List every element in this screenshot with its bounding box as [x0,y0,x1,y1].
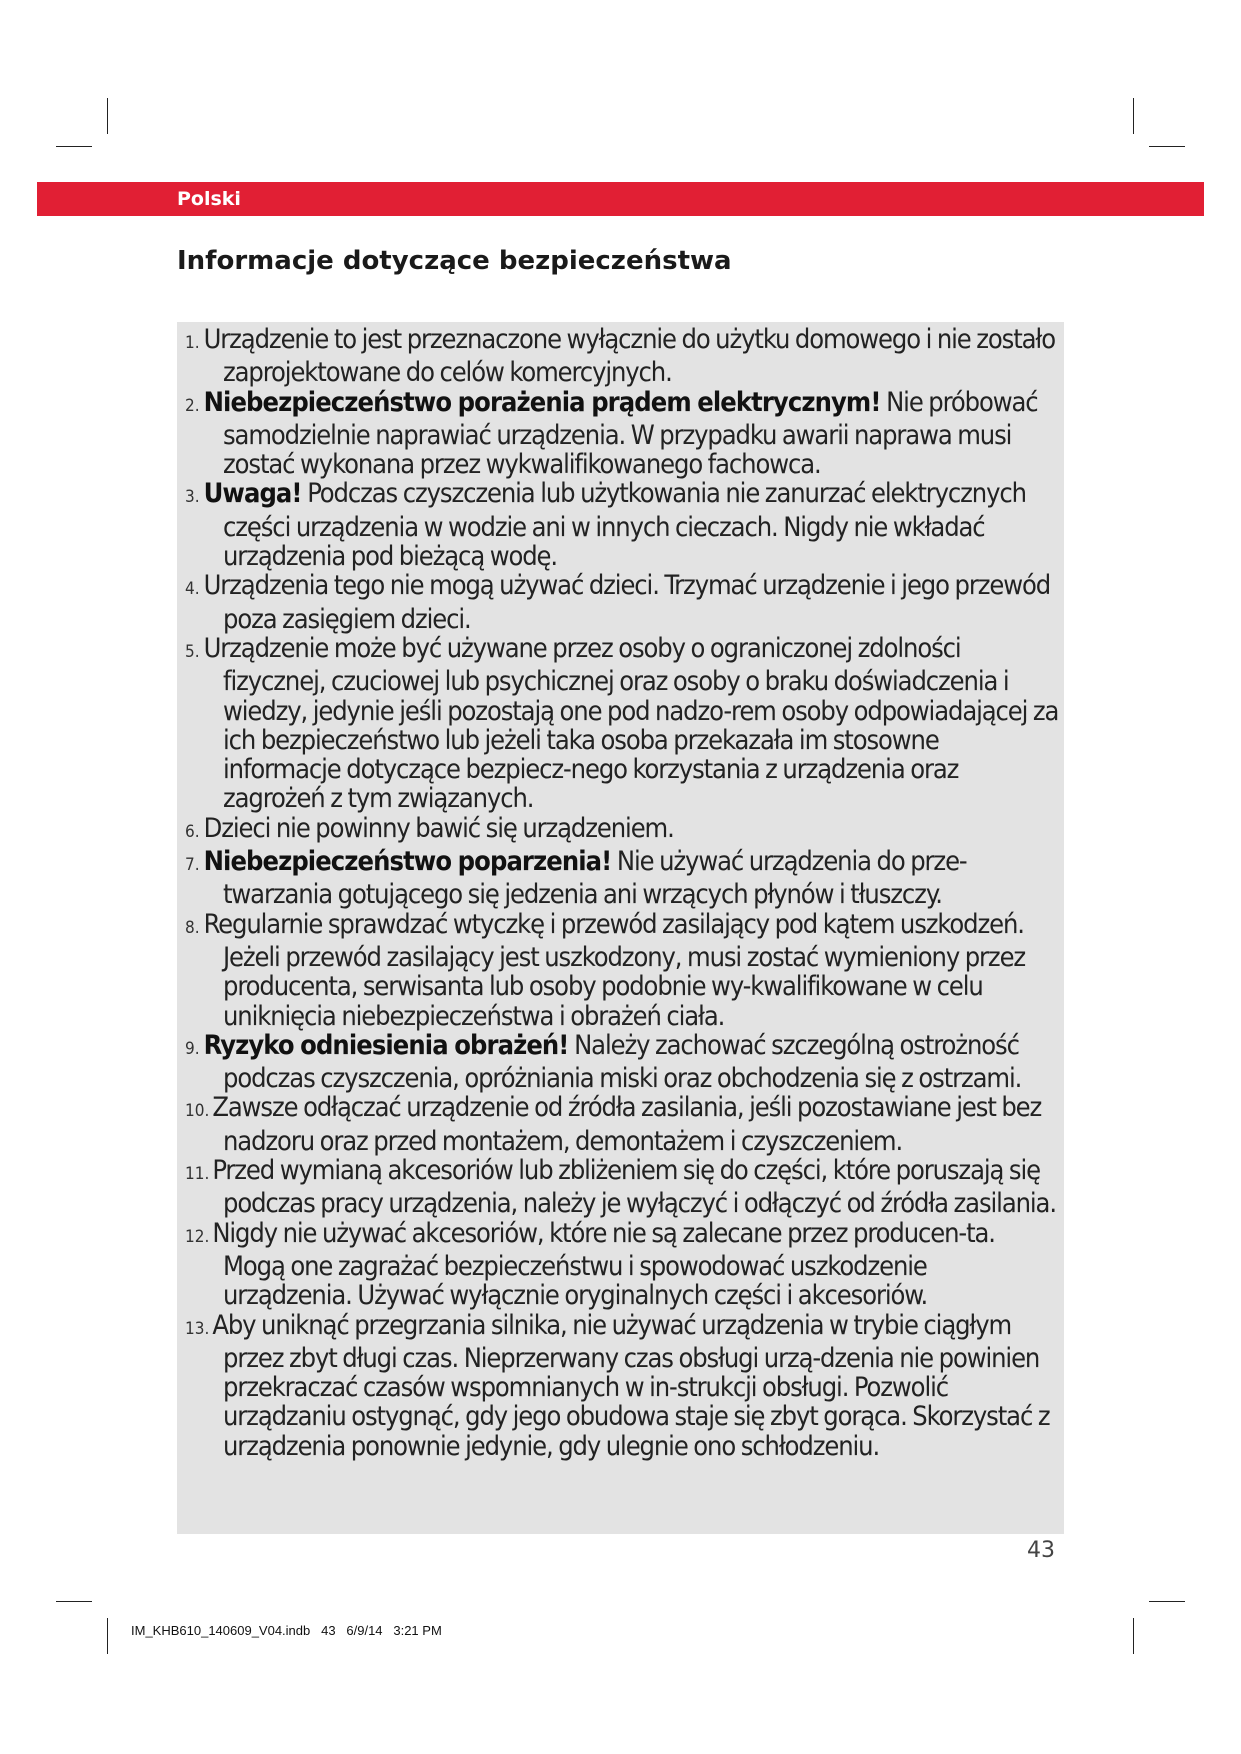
item-text: Przed wymianą akcesoriów lub zbliżeniem się do części, które poruszają się podczas pracy urządzenia, należy je wyłączyć i odłączyć od źródła zasilania. [212,1155,1056,1220]
item-text: Nie używać urządzenia do prze-twarzania gotującego się jedzenia ani wrzących płynów i tłuszczy. [223,846,967,911]
warning-label: Uwaga! [203,478,302,510]
item-number: 10. [185,1101,210,1122]
safety-item [183,847,1060,910]
item-text: Dzieci nie powinny bawić się urządzeniem. [203,812,674,844]
safety-item [183,634,1060,814]
crop-mark [56,1601,92,1602]
language-label: Polski [177,188,241,210]
warning-label: Ryzyko odniesienia obrażeń! [203,1029,569,1061]
item-number: 9. [185,1038,200,1059]
item-text: Należy zachować szczególną ostrożność podczas czyszczenia, opróżniania miski oraz obchodzenia się z ostrzami. [223,1029,1022,1095]
page-number: 43 [1027,1538,1055,1563]
item-text: Urządzenie może być używane przez osoby o ograniczonej zdolności fizycznej, czuciowej lub psychicznej oraz osoby o braku doświadczenia i wiedzy, jedynie jeśli pozostają one pod nadzo-rem osoby odpowiadającej za ich bezpieczeństwo lub jeżeli taka osoba przekazała im stosowne informacje dotyczące bezpiecz-nego korzystania z urządzenia oraz zagrożeń z tym związanych. [203,632,1059,815]
item-number: 6. [185,821,200,842]
crop-mark [1133,98,1134,134]
safety-instructions-box [177,322,1064,1534]
safety-item [183,1031,1060,1094]
crop-mark [1149,1601,1185,1602]
safety-item [183,479,1060,571]
crop-mark [1149,146,1185,147]
item-text: Nie próbować samodzielnie naprawiać urządzenia. W przypadku awarii naprawa musi zostać wykonana przez wykwalifikowanego fachowca. [223,386,1038,481]
item-number: 12. [185,1226,210,1247]
item-text: Regularnie sprawdzać wtyczkę i przewód zasilający pod kątem uszkodzeń. Jeżeli przewód zasilający jest uszkodzony, musi zostać wymieniony przez producenta, serwisanta lub osoby podobnie wy-kwalifikowane w celu uniknięcia niebezpieczeństwa i obrażeń ciała. [203,908,1026,1032]
item-number: 2. [185,395,200,416]
safety-item [183,571,1060,634]
warning-label: Niebezpieczeństwo porażenia prądem elektrycznym! [203,386,881,418]
warning-label: Niebezpieczeństwo poparzenia! [203,846,612,878]
item-number: 7. [185,855,200,876]
item-number: 3. [185,487,200,508]
item-text: Aby uniknąć przegrzania silnika, nie używać urządzenia w trybie ciągłym przez zbyt długi czas. Nieprzerwany czas obsługi urzą-dzenia nie powinien przekraczać czasów wspomnianych w in-strukcji obsługi. Pozwolić urządzaniu ostygnąć, gdy jego obudowa staje się zbyt gorąca. Skorzystać z urządzenia ponownie jedynie, gdy ulegnie ono schłodzeniu. [212,1309,1050,1462]
crop-mark [107,1618,108,1654]
item-number: 1. [185,333,200,353]
item-text: Zawsze odłączać urządzenie od źródła zasilania, jeśli pozostawiane jest bez nadzoru oraz przed montażem, demontażem i czyszczeniem. [212,1092,1042,1157]
safety-item [183,814,1060,847]
language-bar [37,182,1204,216]
safety-item [183,1311,1060,1461]
item-number: 13. [185,1318,210,1339]
item-text: Urządzenia tego nie mogą używać dzieci. Trzymać urządzenie i jego przewód poza zasięgiem dzieci. [203,570,1051,635]
item-text: Urządzenie to jest przeznaczone wyłącznie do użytku domowego i nie zostało zaprojektowane do celów komercyjnych. [203,324,1055,389]
safety-item [183,1156,1060,1219]
crop-mark [1133,1618,1134,1654]
safety-item [183,1219,1060,1311]
item-text: Podczas czyszczenia lub użytkowania nie zanurzać elektrycznych części urządzenia w wodzie ani w innych cieczach. Nigdy nie wkładać urządzenia pod bieżącą wodę. [223,478,1026,573]
crop-mark [107,98,108,134]
safety-list [183,325,1060,1461]
item-number: 8. [185,917,200,938]
item-number: 4. [185,579,200,600]
safety-item [183,1093,1060,1156]
print-slug: IM_KHB610_140609_V04.indb 43 6/9/14 3:21 PM [131,1623,442,1638]
item-number: 11. [185,1164,210,1185]
crop-mark [56,146,92,147]
safety-item [183,325,1060,388]
item-number: 5. [185,641,200,662]
page-title: Informacje dotyczące bezpieczeństwa [177,246,732,276]
safety-item [183,910,1060,1031]
item-text: Nigdy nie używać akcesoriów, które nie są zalecane przez producen-ta. Mogą one zagrażać bezpieczeństwu i spowodować uszkodzenie urządzenia. Używać wyłącznie oryginalnych części i akcesoriów. [212,1217,995,1312]
safety-item [183,388,1060,480]
